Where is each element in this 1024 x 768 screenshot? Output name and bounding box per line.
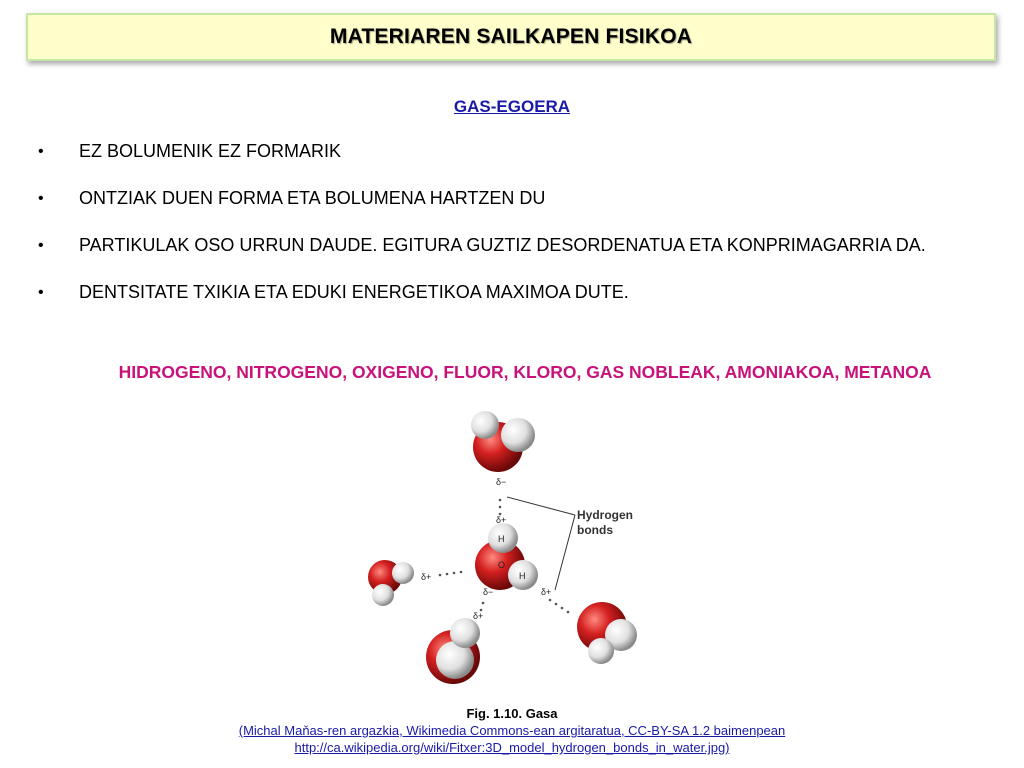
hydrogen-atom [501,418,535,452]
bullet-item [36,234,986,257]
caption-title: Fig. 1.10. Gasa [466,706,558,721]
hydrogen-atom [392,562,414,584]
gas-examples: HIDROGENO, NITROGENO, OXIGENO, FLUOR, KLORO, GAS NOBLEAK, AMONIAKOA, METANOA [118,362,932,382]
hydrogen-bonds-label: Hydrogen [577,508,634,522]
bullet-item [36,140,986,163]
bullet-list [36,140,986,328]
bullet-icon: • [38,284,44,301]
water-molecule-figure [355,405,655,695]
page-title: MATERIAREN SAILKAPEN FISIKOA [329,25,693,48]
delta-minus-label: δ− [496,477,507,487]
hydrogen-atom [372,584,394,606]
section-heading: GAS-EGOERA [453,97,571,116]
caption-url-link[interactable]: http://ca.wikipedia.org/wiki/Fitxer:3D_model_hydrogen_bonds_in_water.jpg) [294,740,730,755]
delta-plus-label: δ+ [473,611,484,621]
atom-o-label: O [498,560,506,570]
bullet-icon: • [38,237,44,254]
hydrogen-bonds-label: bonds [577,523,613,537]
hydrogen-bonds-diagram [355,405,655,695]
bullet-text: DENTSITATE TXIKIA ETA EDUKI ENERGETIKOA MAXIMOA DUTE. [79,282,629,302]
bullet-item [36,281,986,304]
delta-plus-label: δ+ [496,515,507,525]
caption-credit-link[interactable]: (Michal Maňas-ren argazkia, Wikimedia Commons-ean argitaratua, CC-BY-SA 1.2 baimenpean [238,723,786,738]
delta-plus-label: δ+ [421,572,432,582]
section-heading-wrapper [0,97,1024,117]
bullet-item [36,187,986,210]
bullet-icon: • [38,143,44,160]
bullet-text: ONTZIAK DUEN FORMA ETA BOLUMENA HARTZEN DU [79,188,546,208]
atom-h-label: H [498,534,505,544]
title-box [26,13,996,61]
bullet-icon: • [38,190,44,207]
hydrogen-atom [450,618,480,648]
bullet-text: EZ BOLUMENIK EZ FORMARIK [79,141,342,161]
figure-caption [0,705,1024,756]
hydrogen-atom [588,638,614,664]
delta-plus-label: δ+ [541,587,552,597]
delta-minus-label: δ− [483,587,494,597]
atom-h-label: H [519,571,526,581]
bullet-text: PARTIKULAK OSO URRUN DAUDE. EGITURA GUZTIZ DESORDENATUA ETA KONPRIMAGARRIA DA. [79,235,926,255]
hydrogen-atom [471,411,499,439]
